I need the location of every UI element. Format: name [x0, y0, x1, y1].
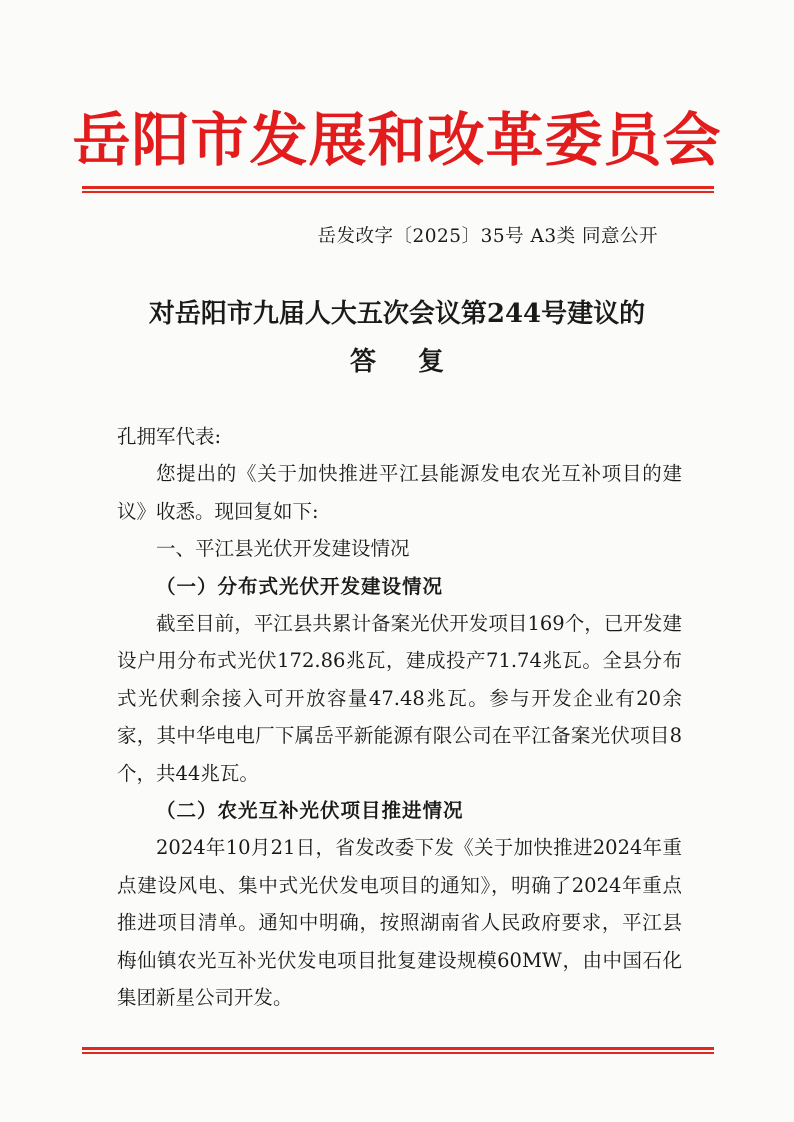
title-line-1: 对岳阳市九届人大五次会议第244号建议的	[148, 299, 646, 329]
document-number: 岳发改字〔2025〕35号 A3类 同意公开	[317, 226, 658, 247]
subsection-2-paragraph: 2024年10月21日，省发改委下发《关于加快推进2024年重点建设风电、集中式光伏发电项目的通知》，明确了2024年重点推进项目清单。通知中明确，按照湖南省人民政府要求，平江县梅仙镇农光互补光伏发电项目批复建设规模60MW，由中国石化集团新星公司开发。	[117, 836, 682, 1010]
header-rule-thin	[82, 191, 714, 193]
title-line-2: 答复	[349, 347, 486, 377]
footer-rule-thick	[82, 1047, 714, 1050]
subsection-1-paragraph: 截至目前，平江县共累计备案光伏开发项目169个，已开发建设户用分布式光伏172.86兆瓦，建成投产71.74兆瓦。全县分布式光伏剩余接入可开放容量47.48兆瓦。参与开发企业有20余家，其中华电电厂下属岳平新能源有限公司在平江备案光伏项目8个，共44兆瓦。	[117, 612, 682, 785]
organization-header: 岳阳市发展和改革委员会	[72, 106, 722, 174]
subsection-1-heading: （一）分布式光伏开发建设情况	[156, 574, 444, 598]
header-rule-thick	[82, 186, 714, 189]
salutation: 孔拥军代表:	[117, 425, 222, 448]
intro-paragraph: 您提出的《关于加快推进平江县能源发电农光互补项目的建议》收悉。现回复如下:	[117, 462, 682, 523]
letter-body	[117, 418, 682, 1017]
section-1-heading: 一、平江县光伏开发建设情况	[156, 537, 410, 561]
document-title	[0, 290, 794, 386]
subsection-2-heading: （二）农光互补光伏项目推进情况	[156, 799, 464, 823]
footer-rule-thin	[82, 1052, 714, 1054]
